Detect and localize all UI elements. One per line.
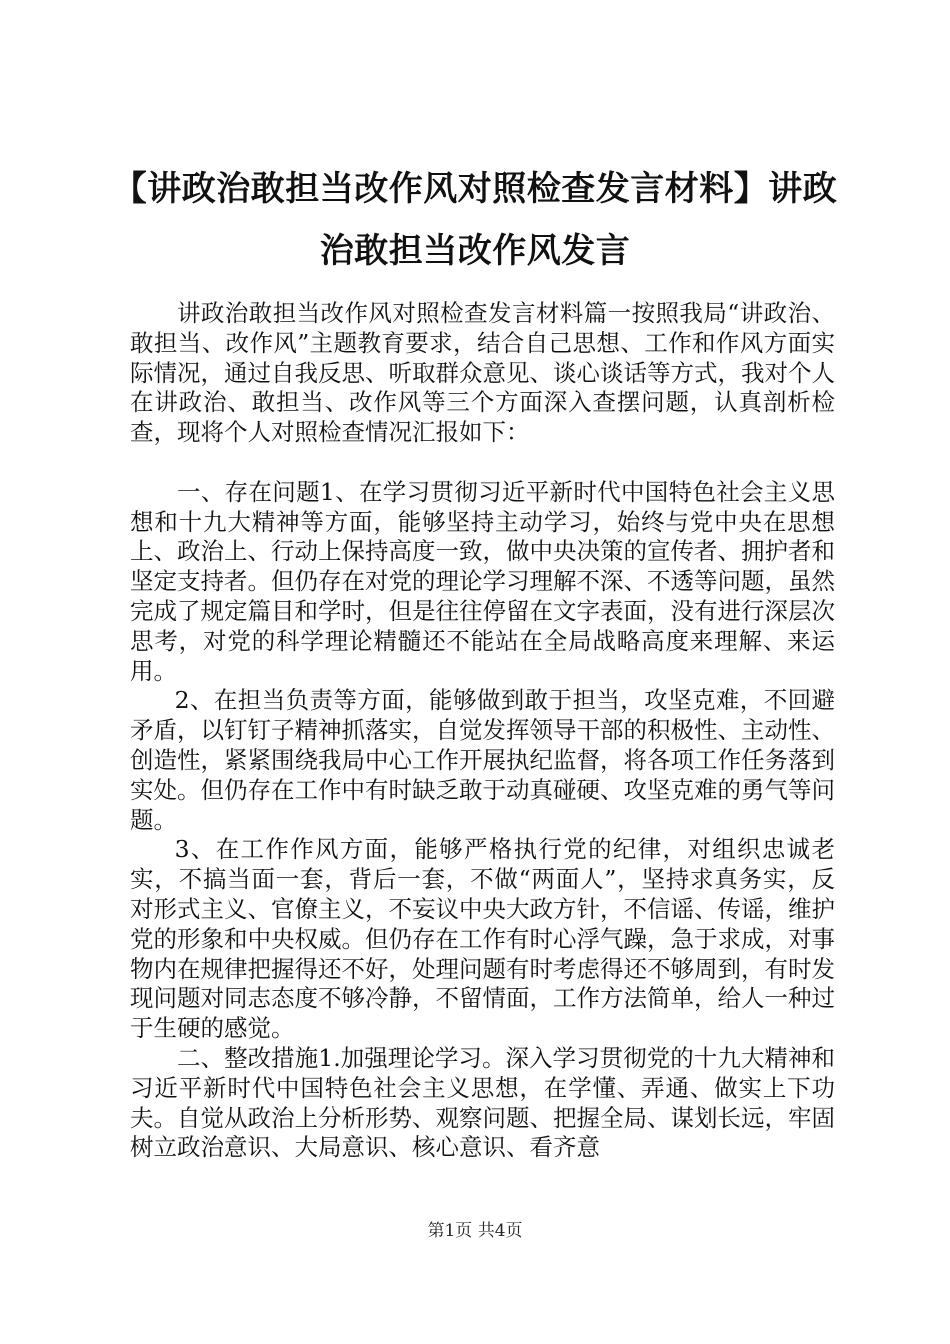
intro-paragraph: 讲政治敢担当改作风对照检查发言材料篇一按照我局“讲政治、敢担当、改作风”主题教育要求，结合自己思想、工作和作风方面实际情况，通过自我反思、听取群众意见、谈心谈话等方式，我对个人在讲政治、敢担当、改作风等三个方面深入查摆问题，认真剖析检查，现将个人对照检查情况汇报如下：: [130, 299, 835, 447]
problems-paragraph: 一、存在问题1、在学习贯彻习近平新时代中国特色社会主义思想和十九大精神等方面，能够坚持主动学习，始终与党中央在思想上、政治上、行动上保持高度一致，做中央决策的宣传者、拥护者和坚定支持者。但仍存在对党的理论学习理解不深、不透等问题，虽然完成了规定篇目和学时，但是往往停留在文字表面，没有进行深层次思考，对党的科学理论精髓还不能站在全局战略高度来理解、来运用。: [130, 477, 835, 685]
document-title: 【讲政治敢担当改作风对照检查发言材料】讲政治敢担当改作风发言: [112, 169, 838, 271]
page-number-footer: 第1页 共4页: [427, 1221, 523, 1241]
document-body: [130, 299, 835, 1163]
responsibility-paragraph: 2、在担当负责等方面，能够做到敢于担当，攻坚克难，不回避矛盾，以钉钉子精神抓落实，自觉发挥领导干部的积极性、主动性、创造性，紧紧围绕我局中心工作开展执纪监督，将各项工作任务落到实处。但仍存在工作中有时缺乏敢于动真碰硬、攻坚克难的勇气等问题。: [130, 686, 835, 834]
measures-paragraph: 二、整改措施1.加强理论学习。深入学习贯彻党的十九大精神和习近平新时代中国特色社会主义思想，在学懂、弄通、做实上下功夫。自觉从政治上分析形势、观察问题、把握全局、谋划长远，牢固树立政治意识、大局意识、核心意识、看齐意: [130, 1043, 835, 1162]
work-style-paragraph: 3、在工作作风方面，能够严格执行党的纪律，对组织忠诚老实，不搞当面一套，背后一套，不做“两面人”，坚持求真务实，反对形式主义、官僚主义，不妄议中央大政方针，不信谣、传谣，维护党的形象和中央权威。但仍存在工作有时心浮气躁，急于求成，对事物内在规律把握得还不好，处理问题有时考虑得还不够周到，有时发现问题对同志态度不够冷静，不留情面，工作方法简单，给人一种过于生硬的感觉。: [130, 835, 835, 1043]
